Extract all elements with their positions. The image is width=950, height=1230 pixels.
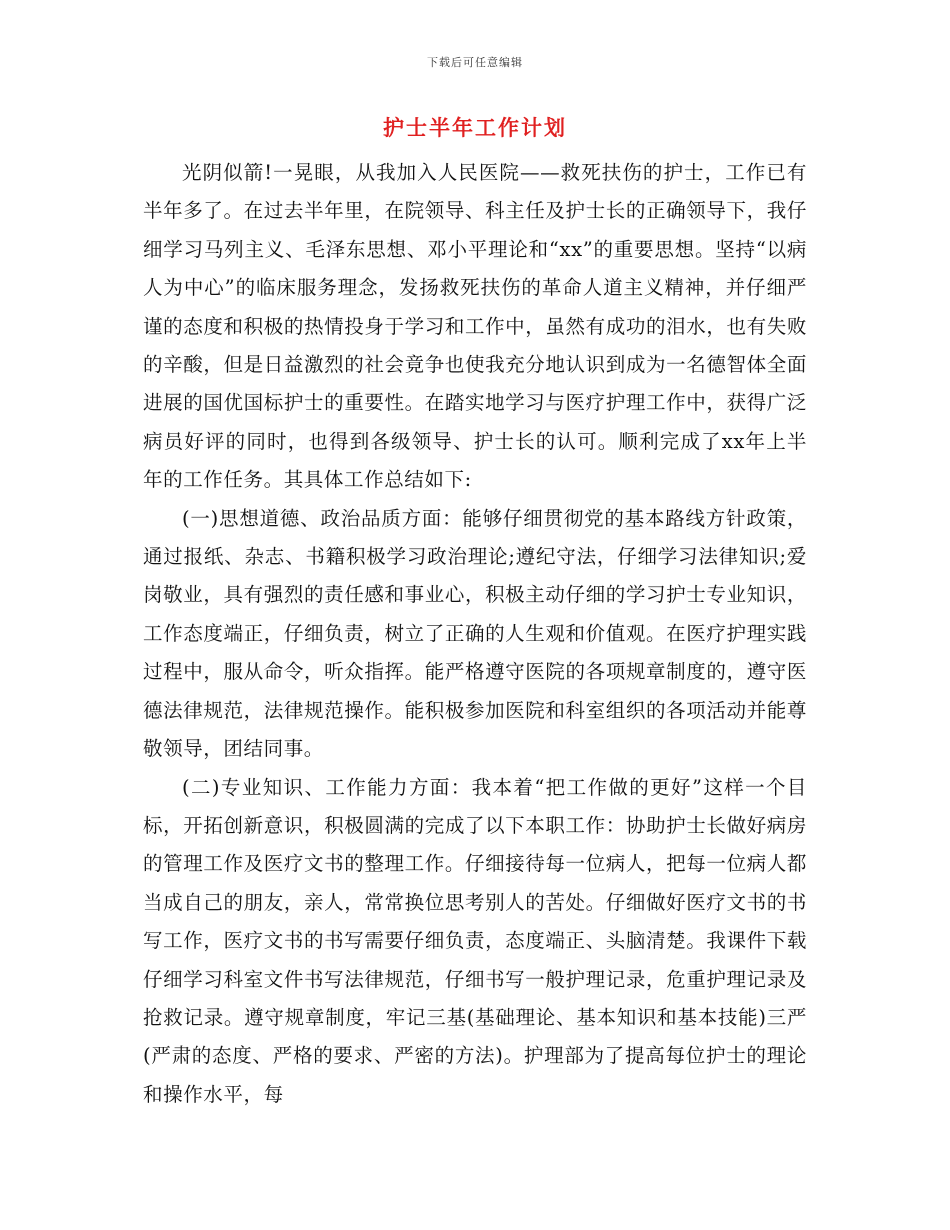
paragraph-intro: 光阴似箭!一晃眼，从我加入人民医院——救死扶伤的护士，工作已有半年多了。在过去半年里，在院领导、科主任及护士长的正确领导下，我仔细学习马列主义、毛泽东思想、邓小平理论和“xx”的重要思想。坚持“以病人为中心”的临床服务理念，发扬救死扶伤的革命人道主义精神，并仔细严谨的态度和积极的热情投身于学习和工作中，虽然有成功的泪水，也有失败的辛酸，但是日益激烈的社会竟争也使我充分地认识到成为一名德智体全面进展的国优国标护士的重要性。在踏实地学习与医疗护理工作中，获得广泛病员好评的同时，也得到各级领导、护士长的认可。顺利完成了xx年上半年的工作任务。其具体工作总结如下:: [143, 161, 807, 492]
document-title: 护士半年工作计划: [383, 115, 567, 140]
paragraph-ideology: (一)思想道德、政治品质方面：能够仔细贯彻党的基本路线方针政策，通过报纸、杂志、书籍积极学习政治理论;遵纪守法，仔细学习法律知识;爱岗敬业，具有强烈的责任感和事业心，积极主动仔细的学习护士专业知识，工作态度端正，仔细负责，树立了正确的人生观和价值观。在医疗护理实践过程中，服从命令，听众指挥。能严格遵守医院的各项规章制度的，遵守医德法律规范，法律规范操作。能积极参加医院和科室组织的各项活动并能尊敬领导，团结同事。: [143, 506, 807, 761]
header-note: 下载后可任意编辑: [427, 56, 523, 69]
paragraph-professional: (二)专业知识、工作能力方面：我本着“把工作做的更好”这样一个目标，开拓创新意识，积极圆满的完成了以下本职工作：协助护士长做好病房的管理工作及医疗文书的整理工作。仔细接待每一位病人，把每一位病人都当成自己的朋友，亲人，常常换位思考别人的苦处。仔细做好医疗文书的书写工作，医疗文书的书写需要仔细负责，态度端正、头脑清楚。我课件下载仔细学习科室文件书写法律规范，仔细书写一般护理记录，危重护理记录及抢救记录。遵守规章制度，牢记三基(基础理论、基本知识和基本技能)三严(严肃的态度、严格的要求、严密的方法)。护理部为了提高每位护士的理论和操作水平，每: [143, 775, 807, 1106]
document-body: [143, 154, 807, 1114]
